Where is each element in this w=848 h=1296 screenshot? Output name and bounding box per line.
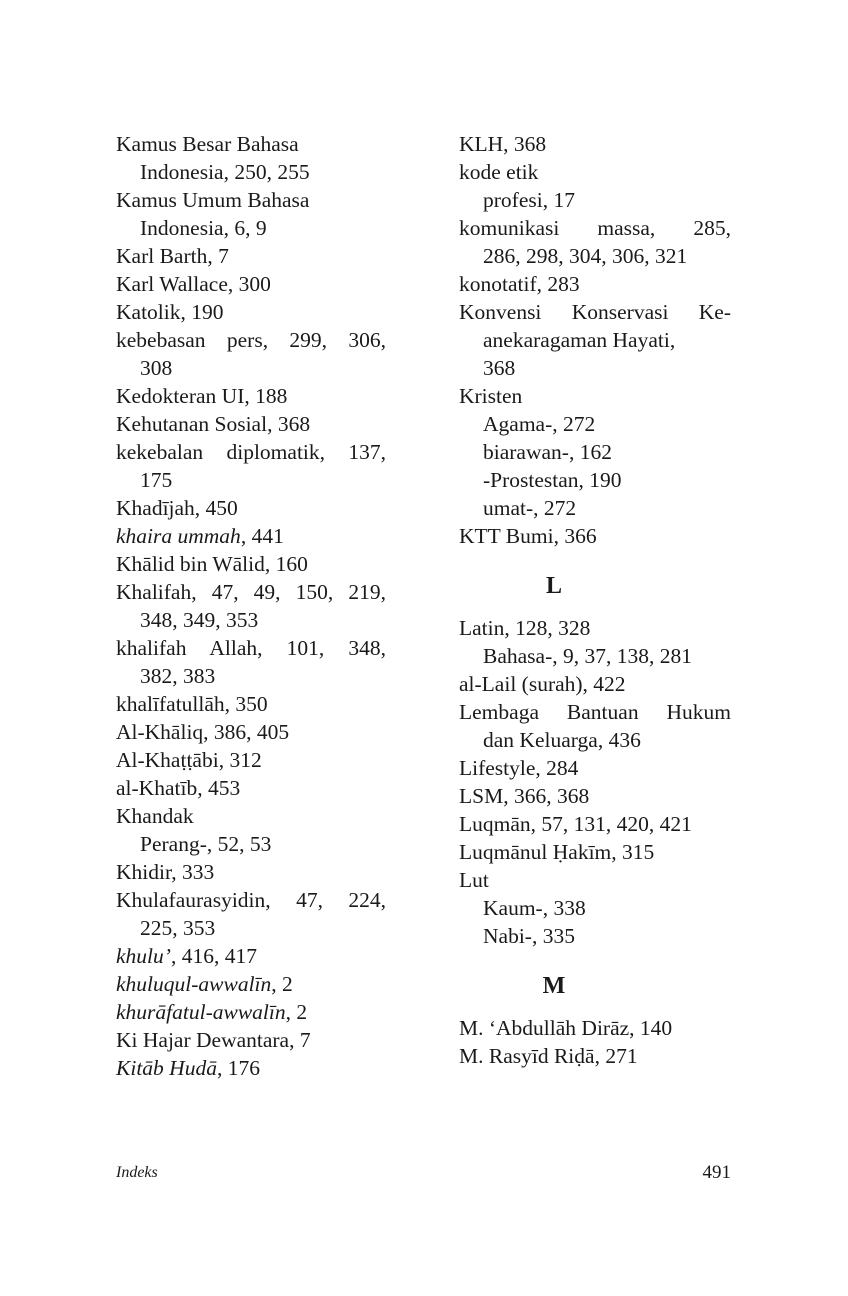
index-entry xyxy=(459,298,731,326)
index-entry xyxy=(116,718,386,746)
index-term: kode etik xyxy=(459,160,539,184)
index-term: Khandak xyxy=(116,804,194,828)
index-term: M. Rasyīd Riḍā, 271 xyxy=(459,1044,638,1068)
footer-section-label: Indeks xyxy=(116,1164,158,1181)
index-subentry xyxy=(459,642,731,670)
index-entry xyxy=(116,242,386,270)
index-page-refs: , 2 xyxy=(285,1000,308,1024)
index-term: Lut xyxy=(459,868,489,892)
index-column-right xyxy=(459,130,731,1070)
index-term: 286, 298, 304, 306, 321 xyxy=(483,244,688,268)
index-entry xyxy=(116,550,386,578)
index-term: Khidir, 333 xyxy=(116,860,215,884)
index-term: 382, 383 xyxy=(140,664,216,688)
index-entry xyxy=(116,690,386,718)
index-term: Luqmānul Ḥakīm, 315 xyxy=(459,840,655,864)
index-entry xyxy=(116,186,386,214)
index-subentry xyxy=(459,354,731,382)
index-term: 308 xyxy=(140,356,173,380)
index-entry xyxy=(116,774,386,802)
index-entry xyxy=(116,326,386,354)
index-subentry xyxy=(459,410,731,438)
index-subentry xyxy=(116,158,386,186)
index-entry xyxy=(459,382,731,410)
index-entry xyxy=(116,522,386,550)
index-term: khuluqul-awwalīn xyxy=(116,972,272,996)
index-term: khalīfatullāh, 350 xyxy=(116,692,268,716)
index-term: dan Keluarga, 436 xyxy=(483,728,641,752)
index-term: anekaragaman Hayati, xyxy=(483,328,676,352)
index-subentry xyxy=(459,438,731,466)
index-term: Perang-, 52, 53 xyxy=(140,832,272,856)
index-entry xyxy=(459,754,731,782)
index-subentry xyxy=(459,466,731,494)
index-term: 348, 349, 353 xyxy=(140,608,259,632)
index-entry xyxy=(116,858,386,886)
index-term: al-Lail (surah), 422 xyxy=(459,672,626,696)
index-term: Konvensi Konservasi Ke- xyxy=(459,300,731,324)
index-entry xyxy=(116,942,386,970)
index-term: 175 xyxy=(140,468,173,492)
index-term: khaira ummah xyxy=(116,524,241,548)
index-entry xyxy=(459,214,731,242)
index-column-left xyxy=(116,130,386,1082)
index-term: Katolik, 190 xyxy=(116,300,224,324)
index-subentry xyxy=(116,606,386,634)
index-term: KTT Bumi, 366 xyxy=(459,524,597,548)
index-page-refs: , 176 xyxy=(216,1056,260,1080)
index-subentry xyxy=(459,242,731,270)
index-term: M. ‘Abdullāh Dirāz, 140 xyxy=(459,1016,673,1040)
index-subentry xyxy=(459,186,731,214)
index-page-refs: , 416, 417 xyxy=(170,944,257,968)
index-entry xyxy=(116,802,386,830)
index-term: Lembaga Bantuan Hukum xyxy=(459,700,731,724)
index-term: KLH, 368 xyxy=(459,132,547,156)
index-entry xyxy=(116,578,386,606)
index-term: Kedokteran UI, 188 xyxy=(116,384,288,408)
index-term: Indonesia, 250, 255 xyxy=(140,160,310,184)
index-subentry xyxy=(116,662,386,690)
index-term: Bahasa-, 9, 37, 138, 281 xyxy=(483,644,692,668)
index-subentry xyxy=(116,466,386,494)
section-heading-m: M xyxy=(542,973,566,999)
index-term: Khulafaurasyidin, 47, 224, xyxy=(116,888,386,912)
index-term: Indonesia, 6, 9 xyxy=(140,216,267,240)
index-entry xyxy=(116,970,386,998)
index-term: biarawan-, 162 xyxy=(483,440,612,464)
index-entry xyxy=(459,1014,731,1042)
index-entry xyxy=(116,886,386,914)
index-term: al-Khatīb, 453 xyxy=(116,776,241,800)
index-term: Kehutanan Sosial, 368 xyxy=(116,412,311,436)
index-term: profesi, 17 xyxy=(483,188,575,212)
index-term: Khadījah, 450 xyxy=(116,496,238,520)
index-subentry xyxy=(116,830,386,858)
index-entry xyxy=(116,130,386,158)
index-subentry xyxy=(459,922,731,950)
index-subentry xyxy=(459,326,731,354)
index-term: Karl Barth, 7 xyxy=(116,244,229,268)
index-term: Kamus Besar Bahasa xyxy=(116,132,299,156)
index-entry xyxy=(459,698,731,726)
index-entry xyxy=(459,130,731,158)
index-term: khulu’ xyxy=(116,944,171,968)
index-term: umat-, 272 xyxy=(483,496,577,520)
index-entry xyxy=(116,1026,386,1054)
index-section-m xyxy=(459,1014,731,1070)
index-entry xyxy=(116,298,386,326)
index-page-refs: , 2 xyxy=(271,972,293,996)
index-section-l xyxy=(459,614,731,950)
index-term: khurāfatul-awwalīn xyxy=(116,1000,286,1024)
index-term: Karl Wallace, 300 xyxy=(116,272,271,296)
index-subentry xyxy=(116,914,386,942)
index-subentry xyxy=(459,494,731,522)
index-subentry xyxy=(459,726,731,754)
index-term: Al-Khaṭṭābi, 312 xyxy=(116,748,262,772)
page-number: 491 xyxy=(702,1162,731,1183)
section-heading-l: L xyxy=(545,573,562,599)
index-term: Nabi-, 335 xyxy=(483,924,575,948)
index-entry xyxy=(116,746,386,774)
index-entry xyxy=(116,494,386,522)
index-term: LSM, 366, 368 xyxy=(459,784,590,808)
index-entry xyxy=(116,1054,386,1082)
index-term: Ki Hajar Dewantara, 7 xyxy=(116,1028,311,1052)
index-entry xyxy=(116,410,386,438)
index-term: komunikasi massa, 285, xyxy=(459,216,731,240)
index-entry xyxy=(459,270,731,298)
index-term: Agama-, 272 xyxy=(483,412,596,436)
index-term: khalifah Allah, 101, 348, xyxy=(116,636,386,660)
index-entry xyxy=(459,670,731,698)
index-subentry xyxy=(116,214,386,242)
index-subentry xyxy=(116,354,386,382)
index-term: Latin, 128, 328 xyxy=(459,616,591,640)
index-term: Lifestyle, 284 xyxy=(459,756,579,780)
index-entry xyxy=(459,158,731,186)
index-term: konotatif, 283 xyxy=(459,272,580,296)
index-term: Kristen xyxy=(459,384,523,408)
index-entry xyxy=(459,866,731,894)
index-entry xyxy=(116,270,386,298)
index-entry xyxy=(459,838,731,866)
index-page-refs: , 441 xyxy=(240,524,284,548)
index-section-k xyxy=(459,130,731,550)
index-term: kebebasan pers, 299, 306, xyxy=(116,328,386,352)
index-entry xyxy=(116,438,386,466)
index-entry xyxy=(459,1042,731,1070)
index-term: Khālid bin Wālid, 160 xyxy=(116,552,308,576)
index-term: Khalifah, 47, 49, 150, 219, xyxy=(116,580,386,604)
index-term: Kaum-, 338 xyxy=(483,896,586,920)
index-term: kekebalan diplomatik, 137, xyxy=(116,440,386,464)
index-entry xyxy=(459,614,731,642)
index-term: 368 xyxy=(483,356,516,380)
index-entry xyxy=(459,810,731,838)
index-entry xyxy=(459,782,731,810)
index-entry xyxy=(116,634,386,662)
index-term: 225, 353 xyxy=(140,916,216,940)
index-term: Al-Khāliq, 386, 405 xyxy=(116,720,290,744)
index-subentry xyxy=(459,894,731,922)
index-entry xyxy=(116,382,386,410)
index-term: Luqmān, 57, 131, 420, 421 xyxy=(459,812,692,836)
index-term: Kitāb Hudā xyxy=(116,1056,217,1080)
index-entry xyxy=(459,522,731,550)
index-entry xyxy=(116,998,386,1026)
index-term: -Prostestan, 190 xyxy=(483,468,622,492)
index-term: Kamus Umum Bahasa xyxy=(116,188,310,212)
